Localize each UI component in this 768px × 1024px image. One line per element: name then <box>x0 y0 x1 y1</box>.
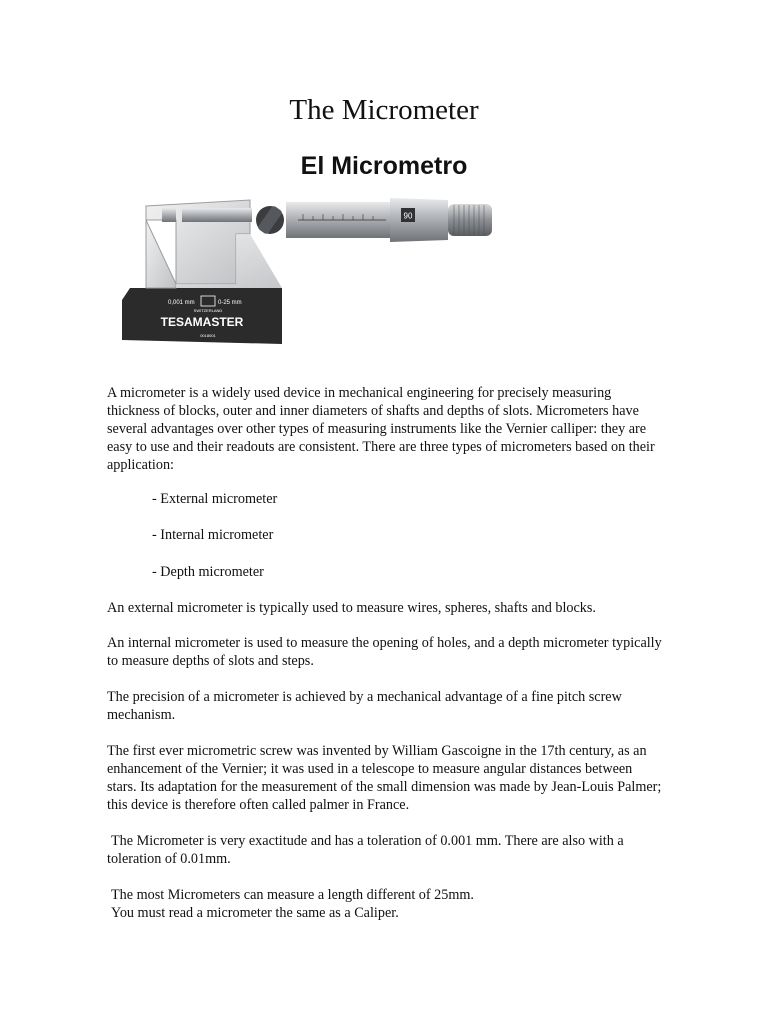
intro-paragraph: A micrometer is a widely used device in mechanical engineering for precisely measuring thickness of blocks, outer and inner diameters of shafts and depths of slots. Micrometers have several advantages over other types of measuring instruments like the Vernier calliper: they are easy to use and their readouts are consistent. There are three types of micrometers based on their application: <box>107 385 655 473</box>
serial-label: 0018001 <box>200 333 216 338</box>
page-title: The Micrometer <box>289 94 479 126</box>
brand-label: TESAMASTER <box>160 315 244 329</box>
type-item-external: - External micrometer <box>152 491 278 507</box>
range-label: 0-25 mm <box>218 300 242 306</box>
country-label: SWITZERLAND <box>193 308 223 313</box>
reading-paragraph: You must read a micrometer the same as a Caliper. <box>111 905 399 921</box>
external-paragraph: An external micrometer is typically used to measure wires, spheres, shafts and blocks. <box>107 600 596 616</box>
history-paragraph: The first ever micrometric screw was invented by William Gascoigne in the 17th century, as an enhancement of the Vernier; it was used in a telescope to measure angular distances between stars. Its adaptation for the measurement of the small dimension was made by Jean-Louis Palmer; this device is therefore often called palmer in France. <box>107 743 662 813</box>
resolution-label: 0,001 mm <box>168 300 195 306</box>
page-subtitle: El Micrometro <box>300 152 468 180</box>
type-item-depth: - Depth micrometer <box>152 564 264 580</box>
internal-paragraph: An internal micrometer is used to measure the opening of holes, and a depth micrometer typically to measure depths of slots and steps. <box>107 635 662 669</box>
range-paragraph: The most Micrometers can measure a length different of 25mm. <box>111 887 474 903</box>
thimble-reading-label: 90 <box>403 211 413 221</box>
type-item-internal: - Internal micrometer <box>152 527 274 543</box>
tolerance-paragraph: The Micrometer is very exactitude and has a toleration of 0.001 mm. There are also with a toleration of 0.01mm. <box>107 833 624 867</box>
micrometer-image <box>118 188 498 352</box>
precision-paragraph: The precision of a micrometer is achieved by a mechanical advantage of a fine pitch screw mechanism. <box>107 689 622 723</box>
